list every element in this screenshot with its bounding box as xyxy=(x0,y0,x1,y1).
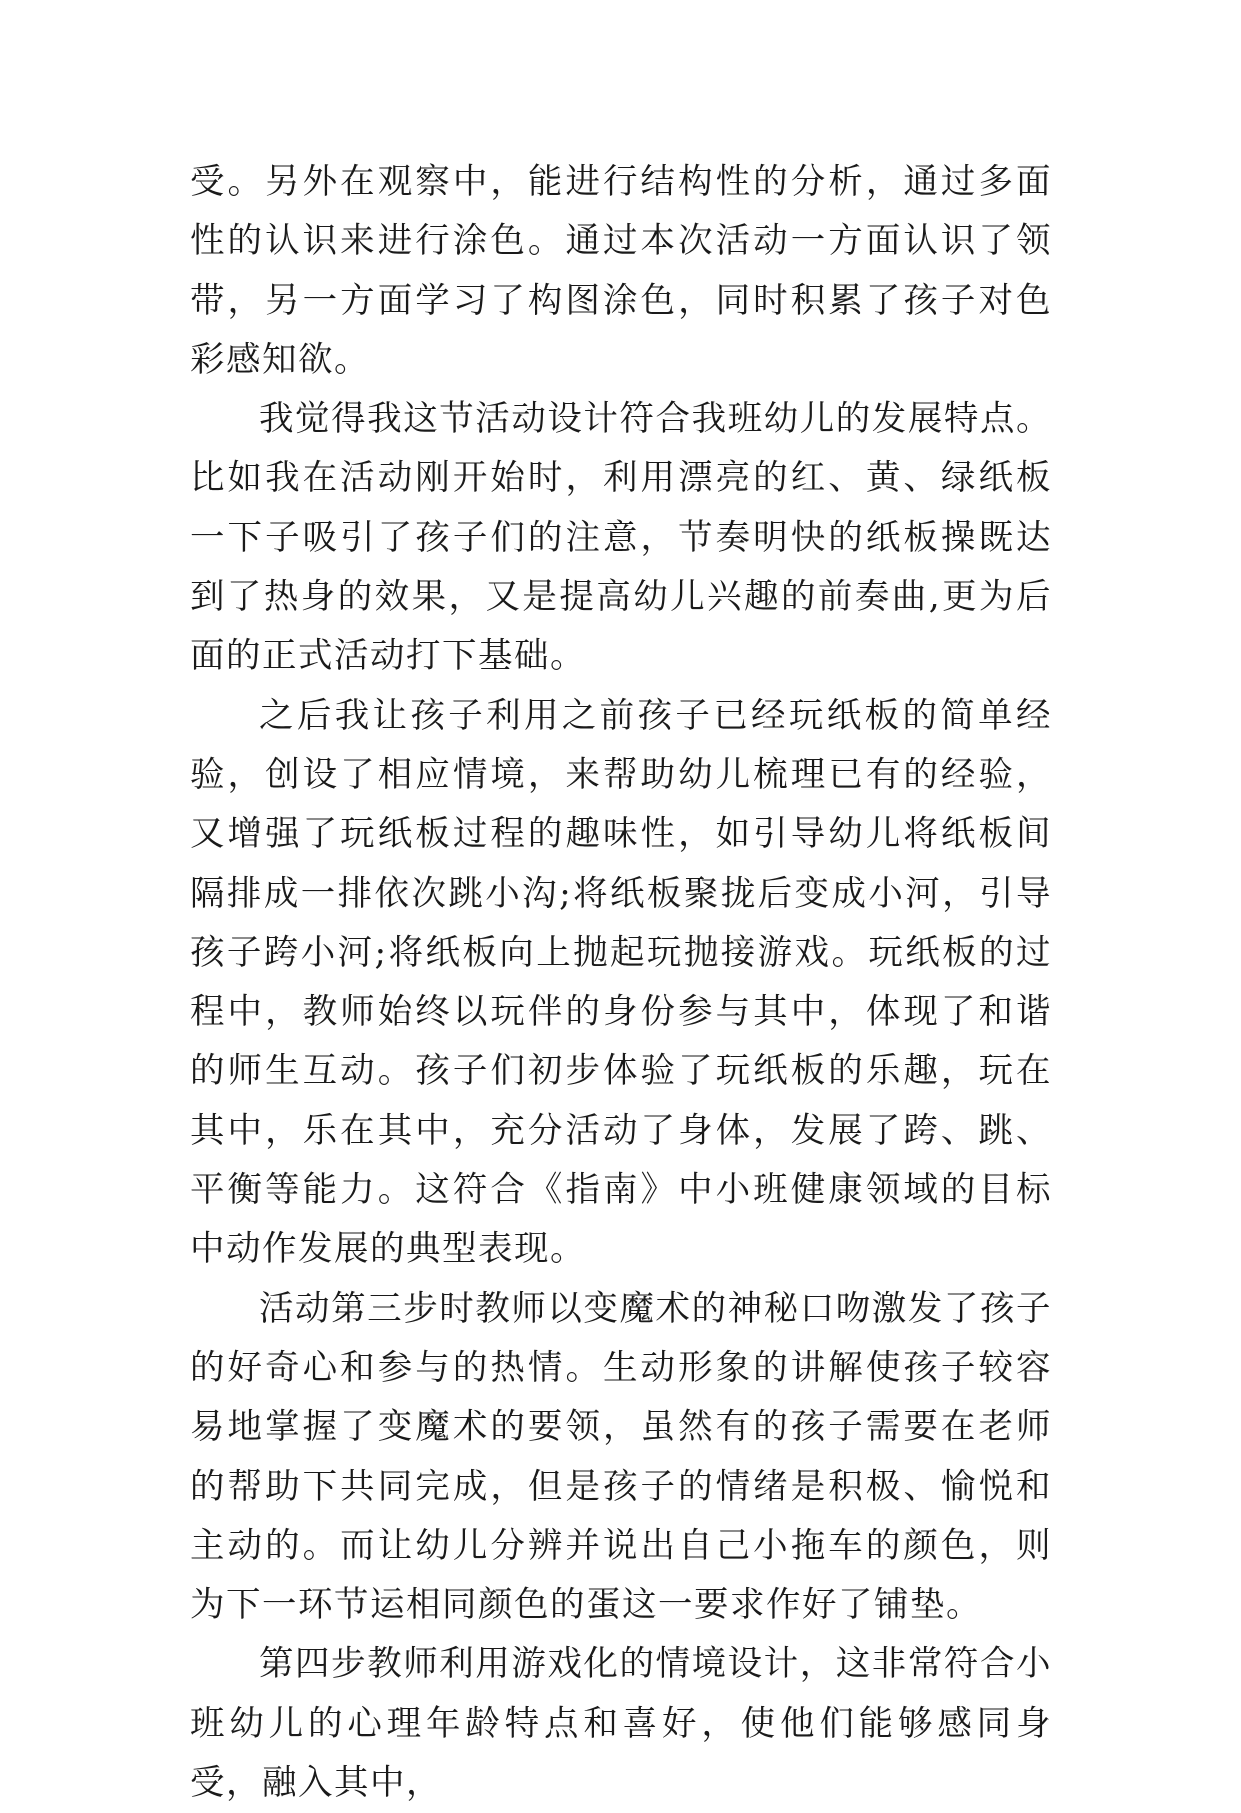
paragraph-3: 之后我让孩子利用之前孩子已经玩纸板的简单经验，创设了相应情境，来帮助幼儿梳理已有的经验，又增强了玩纸板过程的趣味性，如引导幼儿将纸板间隔排成一排依次跳小沟;将纸板聚拢后变成小河，引导孩子跨小河;将纸板向上抛起玩抛接游戏。玩纸板的过程中，教师始终以玩伴的身份参与其中，体现了和谐的师生互动。孩子们初步体验了玩纸板的乐趣，玩在其中，乐在其中，充分活动了身体，发展了跨、跳、平衡等能力。这符合《指南》中小班健康领域的目标中动作发展的典型表现。 xyxy=(190,695,1052,1270)
paragraph-4: 活动第三步时教师以变魔术的神秘口吻激发了孩子的好奇心和参与的热情。生动形象的讲解使孩子较容易地掌握了变魔术的要领，虽然有的孩子需要在老师的帮助下共同完成，但是孩子的情绪是积极、愉悦和主动的。而让幼儿分辨并说出自己小拖车的颜色，则为下一环节运相同颜色的蛋这一要求作好了铺垫。 xyxy=(190,1288,1052,1626)
paragraph-5: 第四步教师利用游戏化的情境设计，这非常符合小班幼儿的心理年龄特点和喜好，使他们能够感同身受，融入其中， xyxy=(190,1644,1052,1804)
body-text xyxy=(190,153,1052,1813)
paragraph-2: 我觉得我这节活动设计符合我班幼儿的发展特点。比如我在活动刚开始时，利用漂亮的红、黄、绿纸板一下子吸引了孩子们的注意，节奏明快的纸板操既达到了热身的效果，又是提高幼儿兴趣的前奏曲,更为后面的正式活动打下基础。 xyxy=(190,399,1052,677)
paragraph-1: 受。另外在观察中，能进行结构性的分析，通过多面性的认识来进行涂色。通过本次活动一方面认识了领带，另一方面学习了构图涂色，同时积累了孩子对色彩感知欲。 xyxy=(190,162,1052,380)
